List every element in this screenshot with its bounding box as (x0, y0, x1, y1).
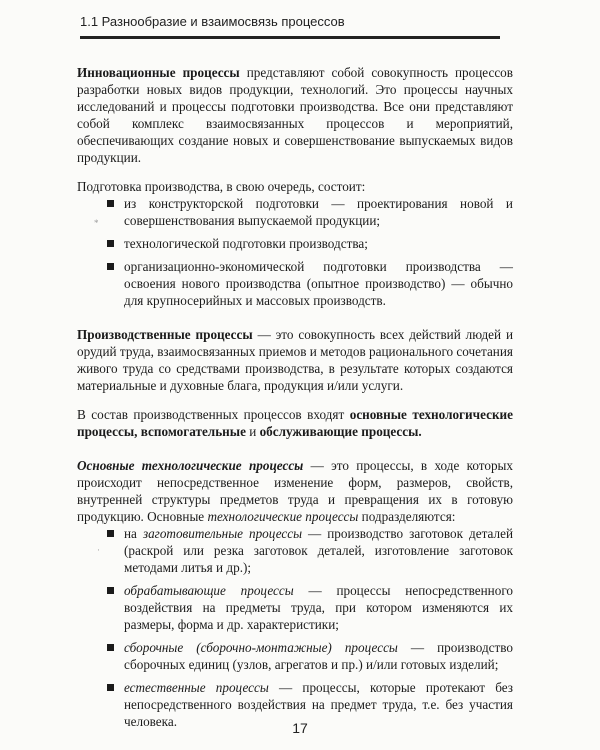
composition-sep: , (134, 424, 141, 439)
square-bullet-icon (107, 200, 114, 207)
paragraph-main-tech-text: — это процессы, в ходе которых происходит непосредственное изменение форм, размеров, свойств, внутренней структуры предметов труда и превращения их в готовую продукцию. Основные (77, 458, 513, 524)
list-item (107, 525, 513, 576)
term-production-processes: Производственные процессы (77, 327, 253, 342)
list-item-lead: на (124, 526, 143, 541)
paragraph-composition (77, 406, 513, 440)
running-head: 1.1 Разнообразие и взаимосвязь процессов (80, 14, 345, 29)
list-item-text: — процессы непосредственного воздействия на предметы труда, при котором изменяются их размеры, форма и др. характеристики; (124, 583, 514, 632)
square-bullet-icon (107, 240, 114, 247)
square-bullet-icon (107, 530, 114, 537)
paragraph-innovation-text: представляют собой совокупность процессов разработки новых видов продукции, технологий. Это процессы научных исследований и процессы подготовки производства. Все они представляют собой комплекс взаимосвязанных процессов и мероприятий, обеспечивающих создание новых и совершенствование выпускаемых видов продукции. (77, 65, 513, 165)
term-main-tech: основные технологические процессы (77, 407, 513, 439)
page-number: 17 (292, 720, 308, 736)
paragraph-production-text: — это совокупность всех действий людей и орудий труда, взаимосвязанных приемов и методов рационального сочетания живого труда со средствами производства, в результате которых создаются материальные и духовные блага, продукция и/или услуги. (77, 327, 513, 393)
paragraph-main-tech-tail: подразделяются: (358, 509, 456, 524)
paragraph-preparation: Подготовка производства, в свою очередь, состоит: (77, 179, 366, 194)
margin-speck-icon: · (97, 545, 100, 555)
list-item-text: организационно-экономической подготовки производства — освоения нового производства (опытное производство) — обычно для крупносерийных и массовых производств. (124, 259, 513, 308)
list-item (107, 258, 513, 309)
term-auxiliary: вспомогательные (140, 424, 246, 439)
list-item-text: из конструкторской подготовки — проектирования новой и совершенствования выпускаемой продукции; (124, 196, 513, 228)
list-item-text: — производство заготовок деталей (раскрой или резка заготовок деталей, изготовление заготовок методами литья и др.); (124, 526, 514, 575)
tech-process-list (77, 525, 513, 730)
list-item (107, 639, 513, 673)
list-item-text: — процессы, которые протекают без непосредственного воздействия на предмет труда, т.е. без участия человека. (124, 680, 513, 729)
list-item-term: сборочные (сборочно-монтажные) процессы (124, 640, 398, 655)
paragraph-main-tech (77, 457, 513, 525)
square-bullet-icon (107, 644, 114, 651)
list-item-term: естественные процессы (124, 680, 269, 695)
square-bullet-icon (107, 263, 114, 270)
square-bullet-icon (107, 684, 114, 691)
margin-speck-icon: * (94, 218, 99, 228)
list-item (107, 582, 513, 633)
composition-lead: В состав производственных процессов входят (77, 407, 350, 422)
paragraph-innovation (77, 64, 513, 166)
term-tech-processes: технологические процессы (207, 509, 359, 524)
page-body (77, 64, 513, 730)
term-innovation-processes: Инновационные процессы (77, 65, 240, 80)
list-item-text: технологической подготовки производства; (124, 236, 368, 251)
header-rule (80, 36, 500, 39)
list-item (107, 195, 513, 229)
list-item-text: — производство сборочных единиц (узлов, агрегатов и пр.) и/или готовых изделий; (124, 640, 513, 672)
list-item-term: заготовительные процессы (142, 526, 303, 541)
composition-sep: и (245, 424, 260, 439)
square-bullet-icon (107, 587, 114, 594)
term-service: обслуживающие процессы. (259, 424, 422, 439)
list-item-term: обрабатывающие процессы (124, 583, 294, 598)
list-item (107, 235, 513, 252)
preparation-list (77, 195, 513, 309)
term-main-tech-processes: Основные технологические процессы (77, 458, 304, 473)
paragraph-production (77, 326, 513, 394)
